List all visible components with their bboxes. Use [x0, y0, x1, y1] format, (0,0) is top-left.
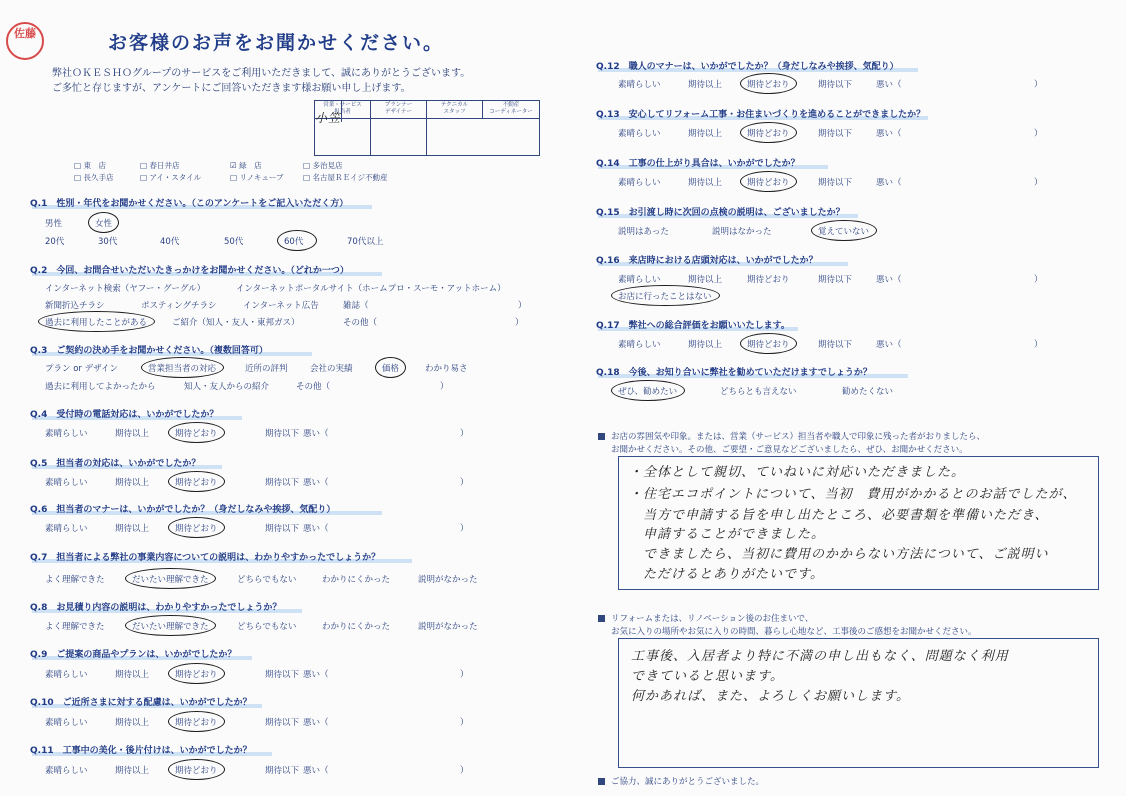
answer-option[interactable]: ご紹介（知人・友人・東邦ガス）	[172, 318, 300, 328]
store-checkbox[interactable]: □ 多治見店	[303, 161, 343, 170]
answer-option[interactable]: 期待どおり	[175, 670, 218, 680]
answer-option[interactable]: 覚えていない	[818, 227, 870, 237]
answer-option[interactable]: 説明はあった	[618, 227, 669, 237]
answer-option[interactable]: 素晴らしい	[618, 178, 661, 188]
answer-option[interactable]: 営業担当者の対応	[148, 364, 217, 374]
store-checkbox[interactable]: □ 春日井店	[140, 161, 180, 170]
selected-answer-circle	[168, 759, 225, 780]
question-title-q17: Q.17 弊社への総合評価をお願いいたします。	[596, 321, 790, 331]
staff-value-technical[interactable]	[371, 119, 427, 155]
comment2-label	[598, 612, 813, 624]
selected-answer-circle	[141, 357, 224, 378]
answer-option[interactable]: 勧めたくない	[842, 387, 894, 397]
name-seal-stamp: 佐藤	[6, 22, 44, 60]
comment1-box[interactable]	[618, 456, 1099, 590]
answer-option[interactable]: 知人・友人からの紹介	[184, 382, 270, 392]
answer-option[interactable]: 素晴らしい	[618, 275, 661, 285]
comment2-label-line2: お気に入りの場所やお気に入りの時間、暮らし心地など、工事後のご感想をお聞かせください。	[611, 627, 977, 637]
answer-option[interactable]: 30代	[98, 237, 118, 247]
answer-option[interactable]: 期待どおり	[175, 766, 218, 776]
answer-option[interactable]: ぜひ、勧めたい	[618, 387, 678, 397]
answer-option[interactable]: わかりにくかった	[322, 575, 391, 585]
answer-option[interactable]: 期待どおり	[747, 129, 790, 139]
answer-option[interactable]: 悪い（	[303, 524, 329, 534]
answer-option[interactable]: 素晴らしい	[45, 478, 88, 488]
answer-option[interactable]: 期待以下	[818, 80, 853, 90]
footer-thanks	[598, 775, 764, 787]
answer-option[interactable]: ）	[460, 478, 469, 488]
question-title-q3: Q.3 ご契約の決め手をお聞かせください。（複数回答可）	[30, 346, 268, 356]
answer-option[interactable]: よく理解できた	[45, 622, 105, 632]
answer-option[interactable]: わかり易さ	[425, 364, 468, 374]
answer-option[interactable]: 期待どおり	[747, 275, 790, 285]
store-checkbox[interactable]: □ アイ・スタイル	[140, 173, 202, 182]
answer-option[interactable]: 期待以上	[688, 129, 723, 139]
answer-option[interactable]: ）	[1034, 275, 1043, 285]
answer-option[interactable]: どちらでもない	[237, 575, 297, 585]
intro-line-1: 弊社ＯＫＥＳＨＯグループのサービスをご利用いただきまして、誠にありがとうございます。	[52, 68, 471, 79]
selected-answer-circle	[168, 422, 225, 443]
selected-answer-circle	[168, 471, 225, 492]
answer-option[interactable]: ）	[460, 429, 469, 439]
footer-text: ご協力、誠にありがとうございました。	[611, 777, 765, 787]
question-title-q15: Q.15 お引渡し時に次回の点検の説明は、ございましたか？	[596, 208, 845, 218]
answer-option[interactable]: 期待以下	[818, 340, 853, 350]
question-title-q1: Q.1 性別・年代をお聞かせください。（このアンケートをご記入いただく方）	[30, 199, 349, 209]
answer-option[interactable]: 悪い（	[303, 670, 329, 680]
answer-option[interactable]: ）	[1034, 178, 1043, 188]
answer-option[interactable]: 素晴らしい	[45, 429, 88, 439]
answer-option[interactable]: 期待以下	[265, 670, 300, 680]
question-title-q11: Q.11 工事中の美化・後片付けは、いかがでしたか？	[30, 746, 252, 756]
question-title-q2: Q.2 今回、お問合せいただいたきっかけをお聞かせください。（どれか一つ）	[30, 266, 349, 276]
answer-option[interactable]: 期待以下	[265, 524, 300, 534]
answer-option[interactable]: 男性	[45, 219, 63, 229]
staff-header-planner: プランナー デザイナー	[371, 101, 427, 119]
selected-answer-circle	[125, 615, 216, 636]
answer-option[interactable]: 悪い（	[303, 718, 329, 728]
answer-option[interactable]: 素晴らしい	[618, 129, 661, 139]
answer-option[interactable]: 新聞折込チラシ	[45, 301, 105, 311]
answer-option[interactable]: 期待以下	[265, 766, 300, 776]
answer-option[interactable]: どちらとも言えない	[720, 387, 797, 397]
answer-option[interactable]: ）	[460, 524, 469, 534]
question-title-q13: Q.13 安心してリフォーム工事・お住まいづくりを進めることができましたか？	[596, 110, 926, 120]
selected-answer-circle	[375, 357, 406, 378]
selected-answer-circle	[611, 380, 685, 401]
comment1-label-line1: お店の雰囲気や印象。または、営業（サービス）担当者や職人で印象に残った者がおりましたら、	[611, 432, 986, 442]
answer-option[interactable]: 会社の実績	[310, 364, 353, 374]
question-title-q9: Q.9 ご提案の商品やプランは、いかがでしたか？	[30, 650, 237, 660]
answer-option[interactable]: ）	[515, 318, 524, 328]
answer-option[interactable]: 近所の評判	[245, 364, 288, 374]
answer-option[interactable]: 期待どおり	[175, 718, 218, 728]
answer-option[interactable]: 説明がなかった	[418, 622, 478, 632]
answer-option[interactable]: ）	[460, 718, 469, 728]
answer-option[interactable]: 期待以上	[115, 478, 150, 488]
comment2-text-line: できていると思います。	[631, 669, 784, 684]
question-title-q5: Q.5 担当者の対応は、いかがでしたか？	[30, 459, 201, 469]
answer-option[interactable]: 期待どおり	[747, 178, 790, 188]
store-checkbox[interactable]: □ 名古屋ＲＥイジ不動産	[303, 173, 388, 182]
question-title-q14: Q.14 工事の仕上がり具合は、いかがでしたか？	[596, 159, 800, 169]
comment1-label	[598, 430, 985, 442]
answer-option[interactable]: 期待以上	[688, 178, 723, 188]
answer-option[interactable]: ）	[460, 766, 469, 776]
answer-option[interactable]: 価格	[382, 364, 400, 374]
intro-line-2: ご多忙と存じますが、アンケートにご回答いただきます様お願い申し上げます。	[52, 83, 411, 94]
answer-option[interactable]: 60代	[284, 237, 304, 247]
question-title-q12: Q.12 職人のマナーは、いかがでしたか？（身だしなみや挨拶、気配り）	[596, 62, 899, 72]
question-title-q18: Q.18 今後、お知り合いに弊社を勧めていただけますでしょうか？	[596, 368, 872, 378]
answer-option[interactable]: 素晴らしい	[45, 718, 88, 728]
answer-option[interactable]: 女性	[95, 219, 113, 229]
selected-answer-circle	[811, 220, 877, 241]
answer-option[interactable]: インターネット広告	[243, 301, 319, 311]
answer-option[interactable]: 期待以下	[265, 429, 300, 439]
answer-option[interactable]: 期待以下	[265, 718, 300, 728]
answer-option[interactable]: 悪い（	[876, 129, 902, 139]
answer-option[interactable]: 期待以上	[688, 340, 723, 350]
answer-option[interactable]: ）	[1034, 129, 1043, 139]
question-title-q6: Q.6 担当者のマナーは、いかがでしたか？（身だしなみや挨拶、気配り）	[30, 505, 336, 515]
answer-option[interactable]: 期待以上	[115, 718, 150, 728]
comment1-label-line2: お聞かせください。その他、ご要望・ご意見などございましたら、ぜひ、お聞かせください。	[611, 445, 968, 455]
question-title-q7: Q.7 担当者による弊社の事業内容についての説明は、わかりやすかったでしょうか？	[30, 553, 381, 563]
selected-answer-circle	[740, 333, 797, 354]
comment1-text-line: できましたら、当初に費用のかからない方法について、ご説明い	[629, 547, 1049, 562]
selected-answer-circle	[38, 311, 155, 332]
answer-option[interactable]: 期待以上	[688, 80, 723, 90]
answer-option[interactable]: インターネットポータルサイト（ホームプロ・スーモ・アットホーム）	[236, 284, 506, 294]
answer-option[interactable]: 期待どおり	[175, 429, 218, 439]
answer-option[interactable]: 悪い（	[876, 340, 902, 350]
square-bullet-icon	[598, 433, 605, 440]
answer-option[interactable]: 素晴らしい	[45, 670, 88, 680]
staff-value-realestate[interactable]	[427, 119, 483, 155]
answer-option[interactable]: 素晴らしい	[618, 340, 661, 350]
store-checkbox[interactable]: □ 東 店	[74, 161, 106, 170]
staff-header-technical: テクニカル スタッフ	[427, 101, 483, 119]
staff-header-realestate: 不動産 コーディネーター	[483, 101, 539, 119]
answer-option[interactable]: 悪い（	[876, 178, 902, 188]
answer-option[interactable]: 期待どおり	[175, 478, 218, 488]
comment1-text-line: ・住宅エコポイントについて、当初 費用がかかるとのお話でしたが、	[629, 487, 1077, 502]
selected-answer-circle	[168, 711, 225, 732]
comment1-text-line: 申請することができました。	[629, 527, 826, 542]
comment1-text-line: ただけるとありがたいです。	[629, 567, 824, 582]
answer-option[interactable]: お店に行ったことはない	[618, 292, 712, 302]
store-checkbox[interactable]: ☑ 緑 店	[230, 161, 262, 170]
selected-answer-circle	[740, 73, 797, 94]
answer-option[interactable]: 素晴らしい	[45, 524, 88, 534]
answer-option[interactable]: 期待以上	[115, 766, 150, 776]
selected-answer-circle	[740, 122, 797, 143]
page-title: お客様のお声をお聞かせください。	[108, 32, 445, 54]
answer-option[interactable]: 期待以下	[818, 275, 853, 285]
answer-option[interactable]: 70代以上	[347, 237, 384, 247]
store-checkbox[interactable]: □ リノキューブ	[230, 173, 284, 182]
answer-option[interactable]: 期待どおり	[747, 80, 790, 90]
answer-option[interactable]: 雑誌（	[343, 301, 369, 311]
answer-option[interactable]: 40代	[160, 237, 180, 247]
answer-option[interactable]: 期待以上	[688, 275, 723, 285]
store-checkbox[interactable]: □ 長久手店	[74, 173, 114, 182]
answer-option[interactable]: 過去に利用してよかったから	[45, 382, 156, 392]
answer-option[interactable]: 50代	[224, 237, 244, 247]
answer-option[interactable]: だいたい理解できた	[132, 575, 209, 585]
selected-answer-circle	[125, 568, 216, 589]
answer-option[interactable]: 悪い（	[303, 478, 329, 488]
answer-option[interactable]: 期待以上	[115, 524, 150, 534]
comment1-text-line: ・全体として親切、ていねいに対応いただきました。	[629, 465, 966, 480]
answer-option[interactable]: 期待以下	[818, 178, 853, 188]
square-bullet-icon	[598, 778, 605, 785]
selected-answer-circle	[88, 212, 119, 233]
answer-option[interactable]: 期待以下	[818, 129, 853, 139]
answer-option[interactable]: 過去に利用したことがある	[45, 318, 148, 328]
answer-option[interactable]: 悪い（	[876, 275, 902, 285]
selected-answer-circle	[277, 230, 317, 251]
answer-option[interactable]: よく理解できた	[45, 575, 105, 585]
answer-option[interactable]: ）	[1034, 80, 1043, 90]
answer-option[interactable]: 期待以下	[265, 478, 300, 488]
comment2-text-line: 工事後、入居者より特に不満の申し出もなく、問題なく利用	[631, 649, 1009, 664]
answer-option[interactable]: 悪い（	[303, 429, 329, 439]
selected-answer-circle	[611, 285, 720, 306]
answer-option[interactable]: 期待どおり	[175, 524, 218, 534]
comment2-box[interactable]	[618, 638, 1099, 768]
answer-option[interactable]: その他（	[343, 318, 378, 328]
answer-option[interactable]: 20代	[45, 237, 65, 247]
comment2-label-line1: リフォームまたは、リノベーション後のお住まいで、	[611, 614, 814, 624]
staff-header-sales: 営業・サービス 担当者	[315, 101, 371, 119]
answer-option[interactable]: インターネット検索（ヤフー・グーグル）	[45, 284, 206, 294]
answer-option[interactable]: 素晴らしい	[618, 80, 661, 90]
question-title-q10: Q.10 ご近所さまに対する配慮は、いかがでしたか？	[30, 698, 252, 708]
square-bullet-icon	[598, 615, 605, 622]
answer-option[interactable]: 悪い（	[303, 766, 329, 776]
answer-option[interactable]: だいたい理解できた	[132, 622, 209, 632]
answer-option[interactable]: ポスティングチラシ	[141, 301, 217, 311]
selected-answer-circle	[168, 517, 225, 538]
comment1-text-line: 当方で申請する旨を申し出たところ、必要書類を準備いただき、	[629, 508, 1049, 523]
answer-option[interactable]: どちらでもない	[237, 622, 297, 632]
selected-answer-circle	[740, 171, 797, 192]
answer-option[interactable]: 期待どおり	[747, 340, 790, 350]
question-title-q4: Q.4 受付時の電話対応は、いかがでしたか？	[30, 410, 219, 420]
answer-option[interactable]: わかりにくかった	[322, 622, 391, 632]
answer-option[interactable]: 期待以上	[115, 670, 150, 680]
comment2-text-line: 何かあれば、また、よろしくお願いします。	[631, 689, 910, 704]
staff-value-sales[interactable]: 小笠	[315, 101, 342, 122]
answer-option[interactable]: 説明はなかった	[712, 227, 772, 237]
answer-option[interactable]: 悪い（	[876, 80, 902, 90]
answer-option[interactable]: 素晴らしい	[45, 766, 88, 776]
answer-option[interactable]: ）	[1034, 340, 1043, 350]
answer-option[interactable]: 説明がなかった	[418, 575, 478, 585]
answer-option[interactable]: ）	[460, 670, 469, 680]
question-title-q16: Q.16 来店時における店頭対応は、いかがでしたか？	[596, 256, 818, 266]
answer-option[interactable]: 期待以上	[115, 429, 150, 439]
answer-option[interactable]: プラン or デザイン	[45, 364, 119, 374]
answer-option[interactable]: ）	[518, 301, 527, 311]
staff-table	[314, 100, 540, 156]
question-title-q8: Q.8 お見積り内容の説明は、わかりやすかったでしょうか？	[30, 603, 282, 613]
answer-option[interactable]: ）	[440, 382, 449, 392]
selected-answer-circle	[168, 663, 225, 684]
answer-option[interactable]: その他（	[296, 382, 331, 392]
